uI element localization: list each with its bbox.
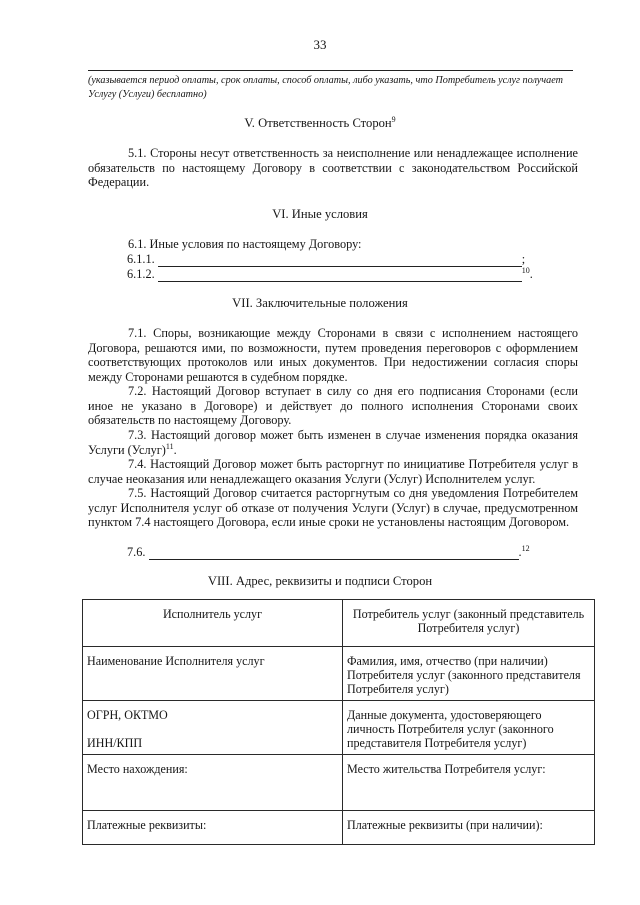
clause-6-1-1: 6.1.1. ; — [127, 252, 526, 266]
table-row — [83, 811, 595, 845]
clause-7-3: 7.3. Настоящий договор может быть изменен в случае изменения порядка оказания Услуги (Услуг)$^{11}$. — [88, 428, 578, 457]
fill-in-line — [158, 254, 522, 267]
clause-5-1: 5.1. Стороны несут ответственность за неисполнение или ненадлежащее исполнение обязательств по настоящему Договору в соответствии с законодательством Российской Федерации. — [88, 146, 578, 190]
consumer-document-cell: Данные документа, удостоверяющего личность Потребителя услуг (законного представителя Потребителя услуг) — [343, 701, 595, 755]
section-5-heading: V. Ответственность Сторон$^9$ — [244, 114, 396, 130]
fill-in-line — [149, 547, 519, 560]
table-row — [83, 600, 595, 647]
contractor-location-cell: Место нахождения: — [83, 755, 343, 811]
top-separator-line — [88, 70, 573, 71]
fill-in-line — [158, 269, 522, 282]
contractor-ids-cell — [83, 701, 343, 755]
section-8-heading: VIII. Адрес, реквизиты и подписи Сторон — [207, 574, 433, 588]
ogrn-oktmo-label: ОГРН, ОКТМО — [87, 708, 168, 722]
section-7-heading: VII. Заключительные положения — [232, 296, 408, 310]
section-6-heading: VI. Иные условия — [272, 207, 368, 221]
footnote-marker: 12 — [521, 543, 530, 553]
clause-6-1: 6.1. Иные условия по настоящему Договору: — [128, 237, 362, 251]
table-row — [83, 755, 595, 811]
table-header-contractor: Исполнитель услуг — [83, 600, 343, 647]
consumer-payment-cell: Платежные реквизиты (при наличии): — [343, 811, 595, 845]
footnote-marker: 10 — [521, 265, 530, 275]
requisites-table — [82, 599, 595, 845]
clause-6-1-2: 6.1.2. $^{10}$. — [127, 265, 533, 281]
footnote-marker: 9 — [391, 114, 396, 124]
footnote-marker: 11 — [165, 441, 174, 451]
table-row — [83, 647, 595, 701]
clause-7-5: 7.5. Настоящий Договор считается расторгнутым со дня уведомления Потребителем услуг Исполнителя услуг об отказе от получения Услуги (Услуг) в случае, предусмотренном пунктом 7.4 настоящего Договора, если иные сроки не установлены настоящим Договором. — [88, 486, 578, 530]
table-header-consumer: Потребитель услуг (законный представитель Потребителя услуг) — [343, 600, 595, 647]
contractor-payment-cell: Платежные реквизиты: — [83, 811, 343, 845]
table-row — [83, 701, 595, 755]
inn-kpp-label: ИНН/КПП — [87, 736, 143, 750]
contractor-name-cell: Наименование Исполнителя услуг — [83, 647, 343, 701]
clause-7-2: 7.2. Настоящий Договор вступает в силу со дня его подписания Сторонами (если иное не указано в Договоре) и действует до полного исполнения Сторонами своих обязательств по настоящему Договору. — [88, 384, 578, 428]
clause-7-1: 7.1. Споры, возникающие между Сторонами в связи с исполнением настоящего Договора, решаются ими, по возможности, путем проведения переговоров с оформлением соответствующих протоколов или иных документов. При недостижении согласия споры между Сторонами решаются в судебном порядке. — [88, 326, 578, 384]
page-number: 33 — [313, 37, 327, 52]
consumer-name-cell: Фамилия, имя, отчество (при наличии) Потребителя услуг (законного представителя Потребителя услуг) — [343, 647, 595, 701]
consumer-residence-cell: Место жительства Потребителя услуг: — [343, 755, 595, 811]
payment-note: (указывается период оплаты, срок оплаты, способ оплаты, либо указать, что Потребитель услуг получает Услугу (Услуги) бесплатно) — [88, 75, 563, 100]
clause-7-6: 7.6. .$^{12}$ — [127, 543, 530, 559]
clause-7-4: 7.4. Настоящий Договор может быть расторгнут по инициативе Потребителя услуг в случае неоказания или ненадлежащего оказания Услуги (Услуг) Исполнителем услуг. — [88, 457, 578, 486]
